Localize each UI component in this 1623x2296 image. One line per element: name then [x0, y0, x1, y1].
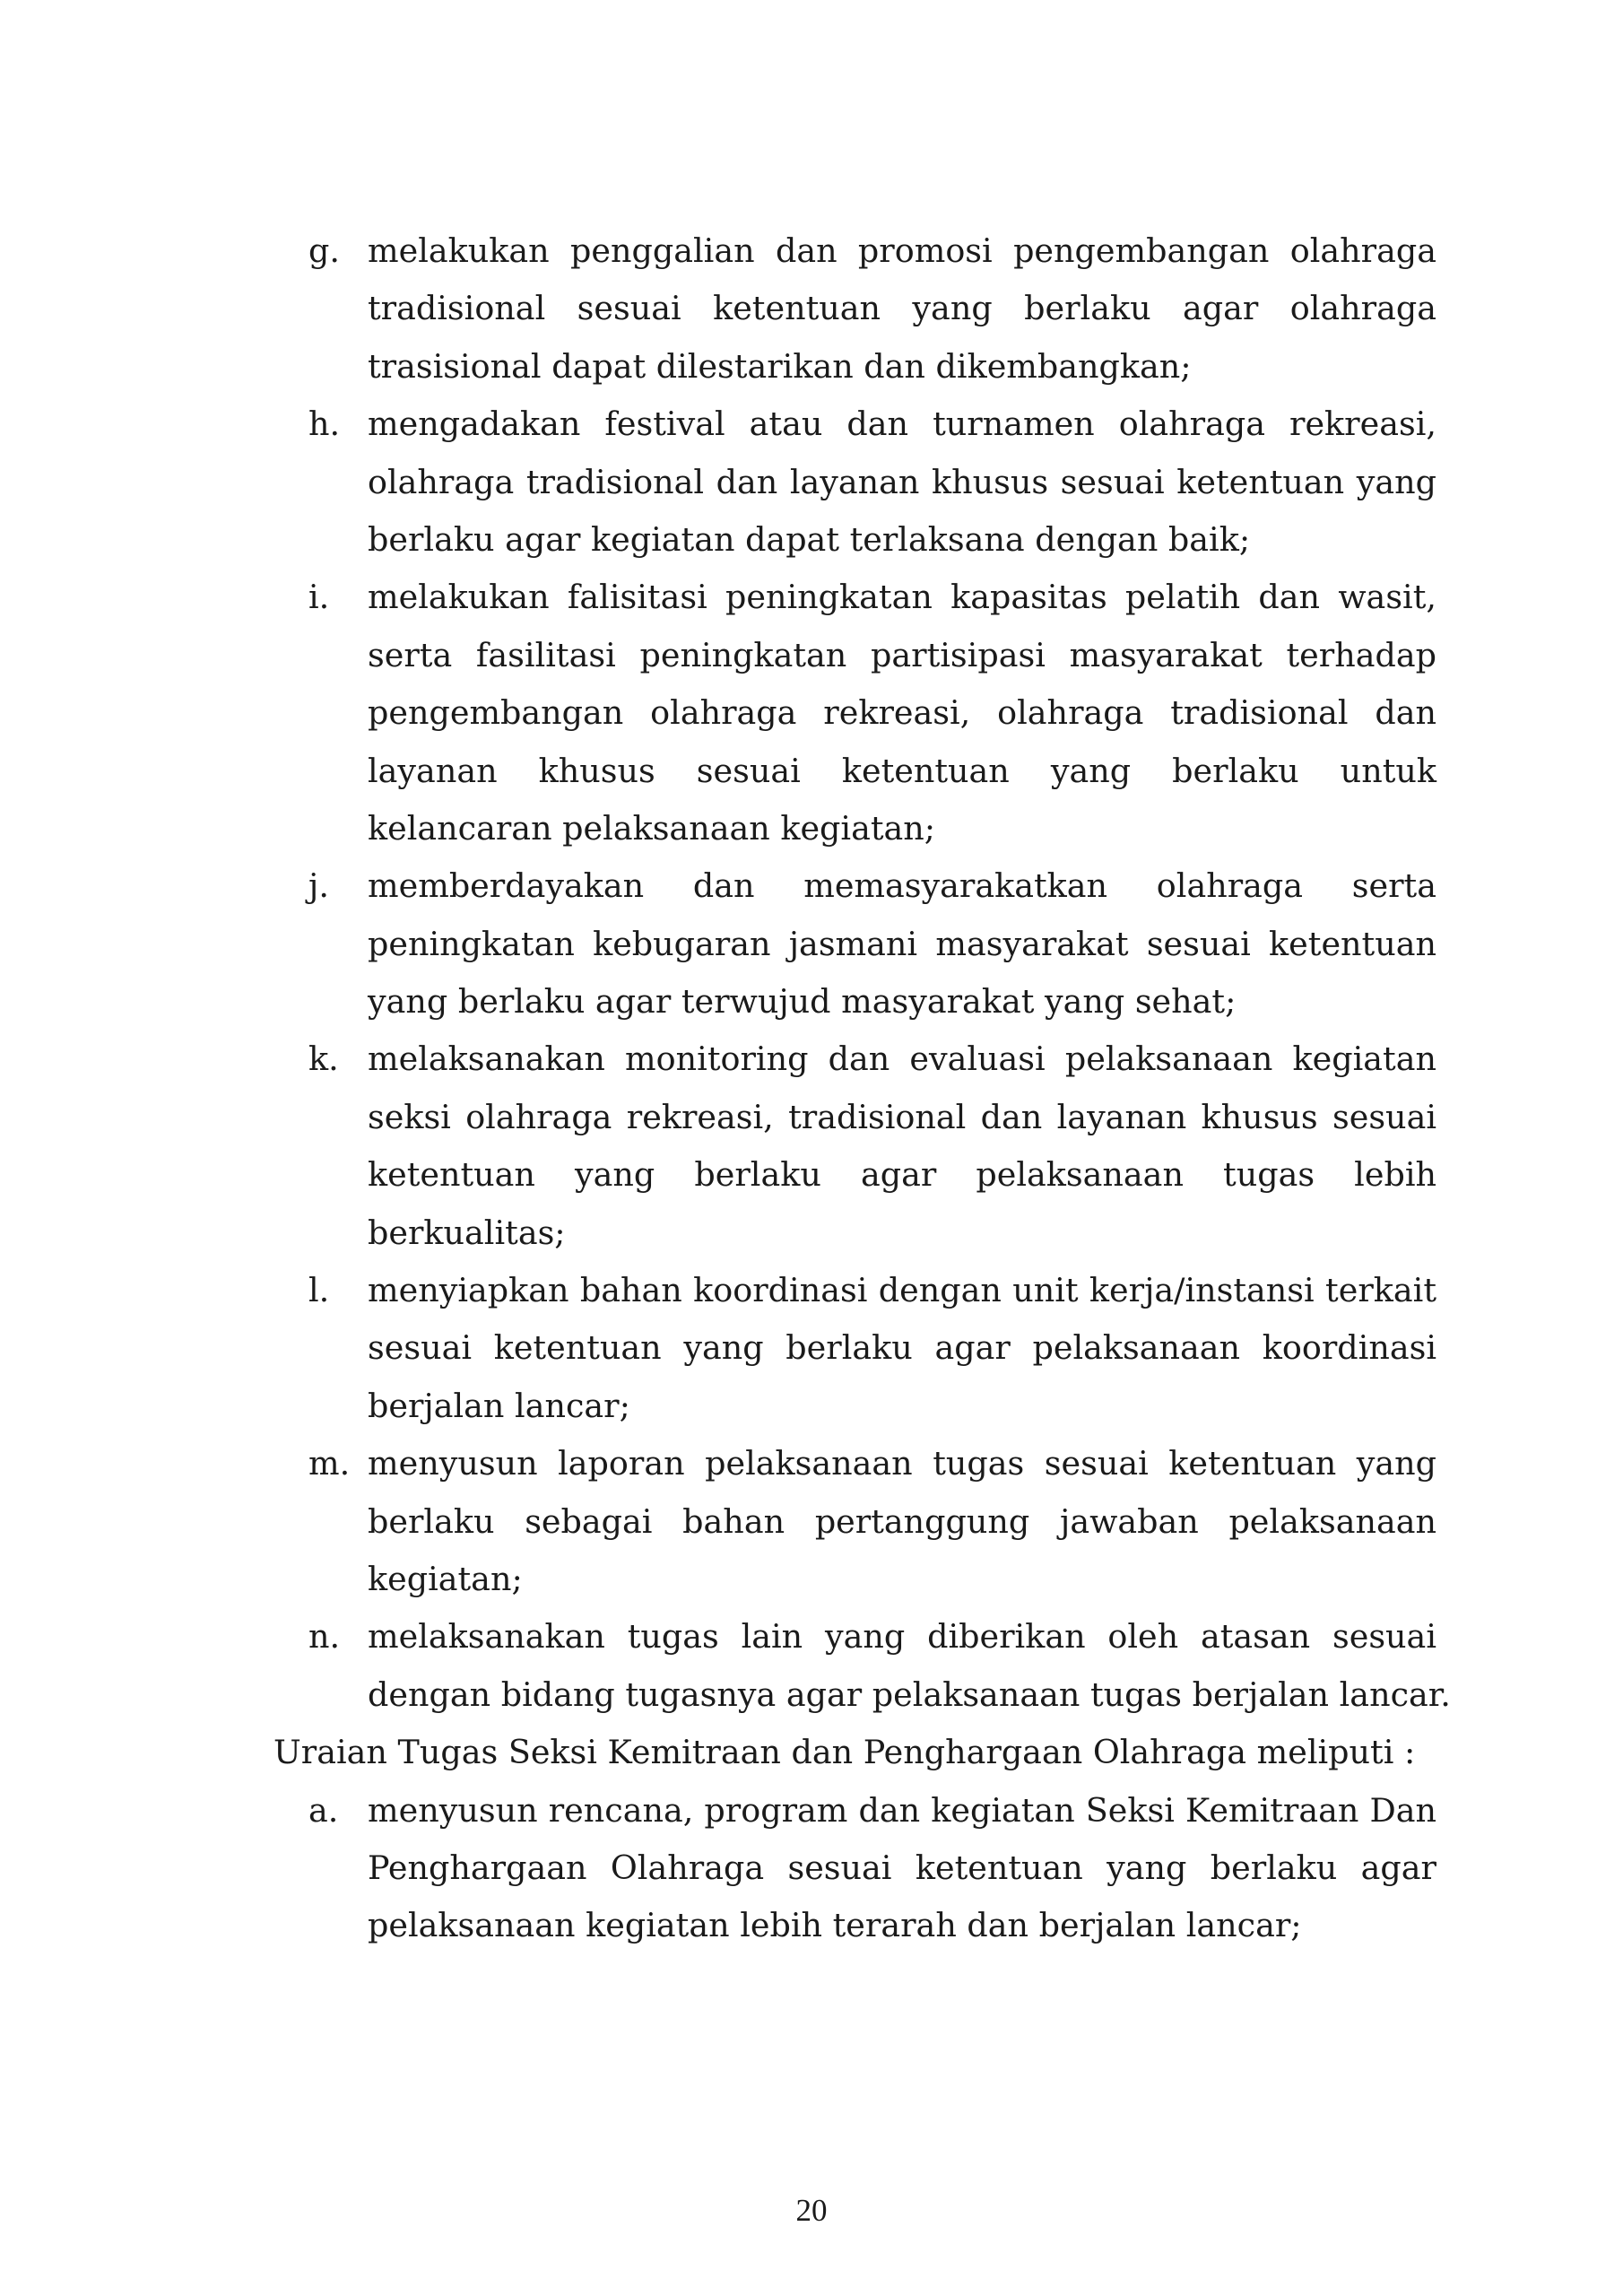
text-line: melaksanakan tugas lain yang diberikan oleh atasan sesuai: [368, 1617, 1436, 1657]
list-marker: a.: [308, 1790, 339, 1830]
text-line: menyiapkan bahan koordinasi dengan unit kerja/instansi terkait: [368, 1271, 1436, 1310]
text-line: tradisional sesuai ketentuan yang berlaku agar olahraga: [368, 289, 1436, 328]
page-number: 20: [795, 2193, 828, 2228]
text-line: trasisional dapat dilestarikan dan dikembangkan;: [368, 346, 1192, 386]
text-line: yang berlaku agar terwujud masyarakat yang sehat;: [368, 982, 1237, 1022]
text-line: berjalan lancar;: [368, 1386, 630, 1425]
list-item-g: [308, 222, 1436, 396]
list-marker: g.: [308, 231, 340, 270]
text-line: sesuai ketentuan yang berlaku agar pelaksanaan koordinasi: [368, 1328, 1436, 1368]
list-item-m: [308, 1435, 1436, 1608]
text-line: peningkatan kebugaran jasmani masyarakat sesuai ketentuan: [368, 924, 1436, 963]
text-line: pengembangan olahraga rekreasi, olahraga tradisional dan: [368, 693, 1436, 733]
text-line: menyusun laporan pelaksanaan tugas sesuai ketentuan yang: [368, 1444, 1436, 1483]
text-line: seksi olahraga rekreasi, tradisional dan layanan khusus sesuai: [368, 1097, 1436, 1136]
text-line: kelancaran pelaksanaan kegiatan;: [368, 808, 936, 848]
list-item-k: [308, 1031, 1436, 1262]
list-item-a: [308, 1782, 1436, 1955]
text-line: melaksanakan monitoring dan evaluasi pelaksanaan kegiatan: [368, 1039, 1436, 1079]
text-line: serta fasilitasi peningkatan partisipasi masyarakat terhadap: [368, 635, 1436, 674]
text-line: mengadakan festival atau dan turnamen olahraga rekreasi,: [368, 404, 1436, 444]
text-line: melakukan penggalian dan promosi pengembangan olahraga: [368, 231, 1436, 270]
text-line: olahraga tradisional dan layanan khusus sesuai ketentuan yang: [368, 462, 1436, 501]
list-marker: h.: [308, 404, 341, 444]
text-line: memberdayakan dan memasyarakatkan olahraga serta: [368, 866, 1436, 906]
text-line: dengan bidang tugasnya agar pelaksanaan tugas berjalan lancar.: [368, 1674, 1451, 1714]
text-line: berlaku sebagai bahan pertanggung jawaban pelaksanaan: [368, 1501, 1436, 1541]
list-marker: j.: [308, 866, 329, 906]
list-marker: n.: [308, 1617, 341, 1657]
list-item-j: [308, 857, 1436, 1031]
text-line: berlaku agar kegiatan dapat terlaksana dengan baik;: [368, 519, 1251, 559]
list-marker: i.: [308, 578, 330, 617]
list-item-l: [308, 1262, 1436, 1435]
text-line: ketentuan yang berlaku agar pelaksanaan tugas lebih: [368, 1155, 1436, 1195]
text-line: pelaksanaan kegiatan lebih terarah dan berjalan lancar;: [368, 1906, 1302, 1945]
text-line: melakukan falisitasi peningkatan kapasitas pelatih dan wasit,: [368, 578, 1436, 617]
list-item-n: [308, 1608, 1451, 1724]
text-line: menyusun rencana, program dan kegiatan Seksi Kemitraan Dan: [368, 1790, 1436, 1830]
section-intro-text: Uraian Tugas Seksi Kemitraan dan Penghargaan Olahraga meliputi :: [273, 1733, 1416, 1772]
list-item-h: [308, 396, 1436, 569]
list-marker: m.: [308, 1444, 351, 1483]
section-intro: [273, 1724, 1436, 1781]
list-marker: l.: [308, 1271, 330, 1310]
text-line: layanan khusus sesuai ketentuan yang berlaku untuk: [368, 751, 1436, 790]
list-item-i: [308, 569, 1436, 857]
text-line: kegiatan;: [368, 1559, 523, 1598]
text-line: Penghargaan Olahraga sesuai ketentuan yang berlaku agar: [368, 1848, 1436, 1887]
text-line: berkualitas;: [368, 1213, 566, 1252]
list-marker: k.: [308, 1039, 339, 1079]
document-body: [0, 222, 1623, 1955]
